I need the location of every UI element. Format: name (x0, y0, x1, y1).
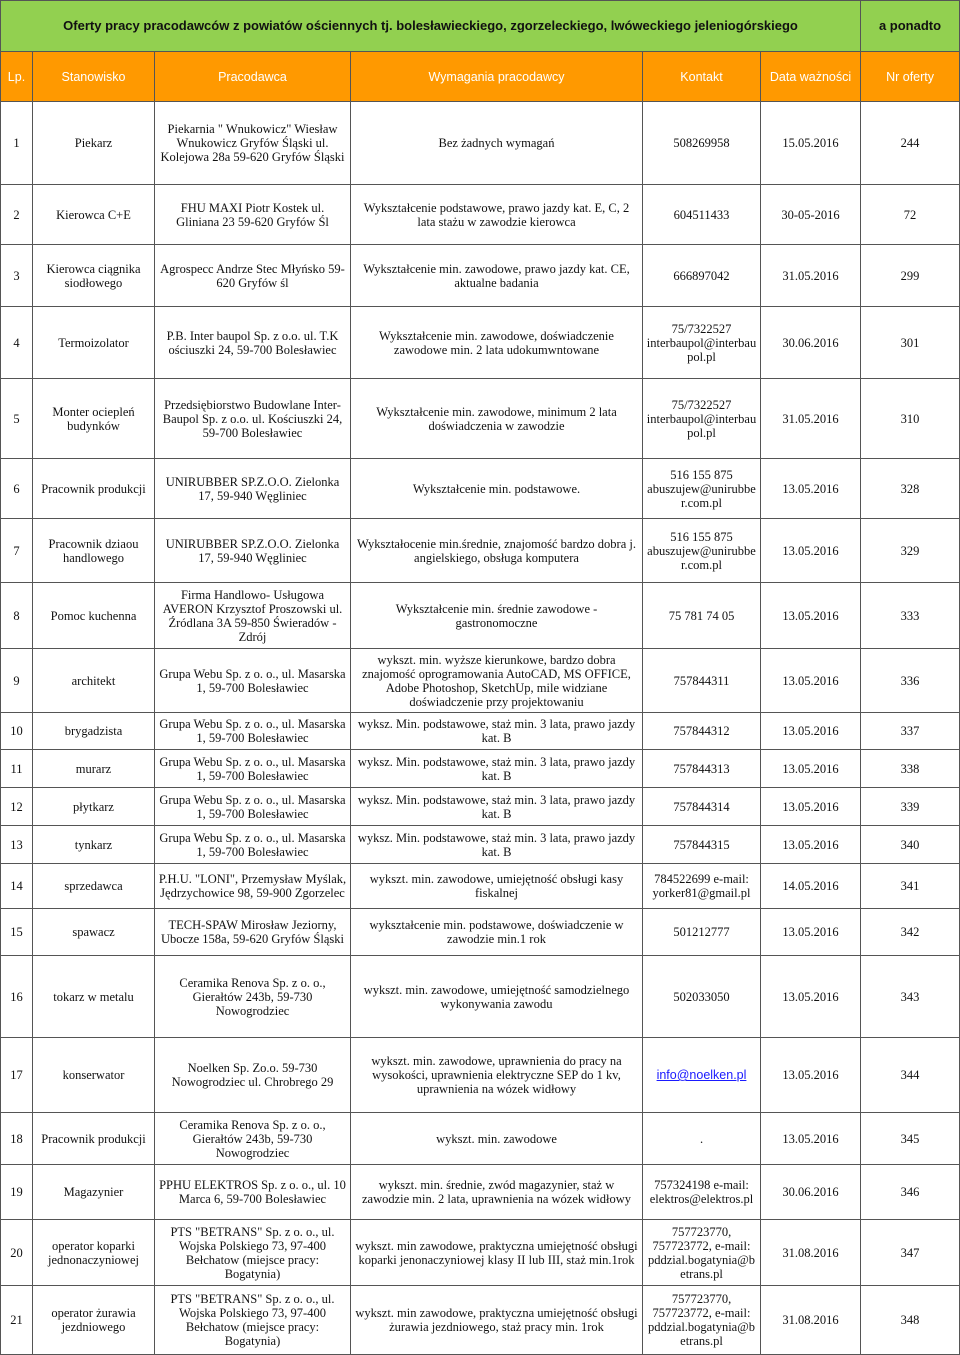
expiry-date-cell: 13.05.2016 (761, 713, 861, 750)
offer-number-cell: 337 (861, 713, 960, 750)
table-row (1, 1286, 960, 1355)
position-cell: operator koparki jednonaczyniowej (33, 1220, 155, 1286)
row-number: 17 (1, 1038, 33, 1113)
position-cell: Monter ociepleń budynków (33, 379, 155, 459)
contact-cell: 508269958 (643, 102, 761, 185)
employer-cell: TECH-SPAW Mirosław Jeziorny, Ubocze 158a, 59-620 Gryfów Śląski (155, 909, 351, 956)
offer-number-cell: 345 (861, 1113, 960, 1165)
table-row (1, 909, 960, 956)
row-number: 19 (1, 1165, 33, 1220)
email-link[interactable]: info@noelken.pl (656, 1068, 747, 1082)
offer-number-cell: 344 (861, 1038, 960, 1113)
requirements-cell: wykszt. min. wyższe kierunkowe, bardzo dobra znajomość oprogramowania AutoCAD, MS OFFICE, Adobe Photoshop, SketchUp, mile widziane doświadczenie przy projektowaniu (351, 649, 643, 713)
position-cell: Pomoc kuchenna (33, 583, 155, 649)
position-cell: operator żurawia jezdniowego (33, 1286, 155, 1355)
position-cell: Magazynier (33, 1165, 155, 1220)
sheet-title: Oferty pracy pracodawców z powiatów ościennych tj. bolesławieckiego, zgorzeleckiego, lwóweckiego jeleniogórskiego (1, 1, 861, 52)
position-cell: Pracownik produkcji (33, 459, 155, 519)
table-row (1, 1113, 960, 1165)
offer-number-cell: 342 (861, 909, 960, 956)
contact-cell (643, 1038, 761, 1113)
col-header-pracodawca: Pracodawca (155, 52, 351, 102)
contact-cell: 757844313 (643, 750, 761, 788)
expiry-date-cell: 13.05.2016 (761, 956, 861, 1038)
contact-cell: 516 155 875 abuszujew@unirubbe r.com.pl (643, 519, 761, 583)
requirements-cell: wykszt. min. zawodowe (351, 1113, 643, 1165)
row-number: 21 (1, 1286, 33, 1355)
row-number: 10 (1, 713, 33, 750)
requirements-cell: Bez żadnych wymagań (351, 102, 643, 185)
contact-cell: 666897042 (643, 245, 761, 307)
expiry-date-cell: 14.05.2016 (761, 864, 861, 909)
employer-cell: PPHU ELEKTROS Sp. z o. o., ul. 10 Marca 6, 59-700 Bolesławiec (155, 1165, 351, 1220)
table-row (1, 1220, 960, 1286)
row-number: 16 (1, 956, 33, 1038)
employer-cell: Grupa Webu Sp. z o. o., ul. Masarska 1, 59-700 Bolesławiec (155, 750, 351, 788)
position-cell: płytkarz (33, 788, 155, 826)
contact-cell: 501212777 (643, 909, 761, 956)
requirements-cell: wyksz. Min. podstawowe, staż min. 3 lata, prawo jazdy kat. B (351, 788, 643, 826)
contact-cell: . (643, 1113, 761, 1165)
row-number: 5 (1, 379, 33, 459)
position-cell: brygadzista (33, 713, 155, 750)
offer-number-cell: 340 (861, 826, 960, 864)
employer-cell: Grupa Webu Sp. z o. o., ul. Masarska 1, 59-700 Bolesławiec (155, 826, 351, 864)
table-row (1, 649, 960, 713)
table-row (1, 788, 960, 826)
contact-cell: 784522699 e-mail: yorker81@gmail.pl (643, 864, 761, 909)
employer-cell: Grupa Webu Sp. z o. o., ul. Masarska 1, 59-700 Bolesławiec (155, 713, 351, 750)
position-cell: Piekarz (33, 102, 155, 185)
requirements-cell: Wykształcenie min. zawodowe, minimum 2 lata doświadczenia w zawodzie (351, 379, 643, 459)
col-header-kontakt: Kontakt (643, 52, 761, 102)
table-row (1, 713, 960, 750)
table-row (1, 826, 960, 864)
requirements-cell: wykształcenie min. podstawowe, doświadczenie w zawodzie min.1 rok (351, 909, 643, 956)
expiry-date-cell: 13.05.2016 (761, 649, 861, 713)
offer-number-cell: 310 (861, 379, 960, 459)
expiry-date-cell: 13.05.2016 (761, 1038, 861, 1113)
position-cell: sprzedawca (33, 864, 155, 909)
row-number: 20 (1, 1220, 33, 1286)
offer-number-cell: 244 (861, 102, 960, 185)
row-number: 11 (1, 750, 33, 788)
contact-cell: 516 155 875 abuszujew@unirubbe r.com.pl (643, 459, 761, 519)
requirements-cell: Wykształocenie min.średnie, znajomość bardzo dobra j. angielskiego, obsługa komputera (351, 519, 643, 583)
row-number: 18 (1, 1113, 33, 1165)
requirements-cell: wykszt. min zawodowe, praktyczna umiejętność obsługi żurawia jezdniowego, staż pracy min. 1rok (351, 1286, 643, 1355)
table-row (1, 864, 960, 909)
employer-cell: Grupa Webu Sp. z o. o., ul. Masarska 1, 59-700 Bolesławiec (155, 788, 351, 826)
position-cell: Pracownik produkcji (33, 1113, 155, 1165)
position-cell: tokarz w metalu (33, 956, 155, 1038)
offer-number-cell: 299 (861, 245, 960, 307)
contact-cell: 757723770, 757723772, e-mail: pddzial.bogatynia@b etrans.pl (643, 1286, 761, 1355)
row-number: 1 (1, 102, 33, 185)
table-row (1, 459, 960, 519)
offer-number-cell: 348 (861, 1286, 960, 1355)
offer-number-cell: 341 (861, 864, 960, 909)
position-cell: Kierowca ciągnika siodłowego (33, 245, 155, 307)
position-cell: Kierowca C+E (33, 185, 155, 245)
expiry-date-cell: 13.05.2016 (761, 459, 861, 519)
row-number: 3 (1, 245, 33, 307)
requirements-cell: wykszt. min. zawodowe, uprawnienia do pracy na wysokości, uprawnienia elektryczne SEP do 1 kv, uprawnienia na wózek widłowy (351, 1038, 643, 1113)
table-row (1, 102, 960, 185)
row-number: 6 (1, 459, 33, 519)
expiry-date-cell: 30.06.2016 (761, 307, 861, 379)
col-header-stanowisko: Stanowisko (33, 52, 155, 102)
row-number: 15 (1, 909, 33, 956)
employer-cell: PTS "BETRANS" Sp. z o. o., ul. Wojska Polskiego 73, 97-400 Bełchatow (miejsce pracy: Bogatynia) (155, 1220, 351, 1286)
requirements-cell: Wykształcenie podstawowe, prawo jazdy kat. E, C, 2 lata stażu w zawodzie kierowca (351, 185, 643, 245)
row-number: 13 (1, 826, 33, 864)
contact-cell: 757844311 (643, 649, 761, 713)
employer-cell: FHU MAXI Piotr Kostek ul. Gliniana 23 59-620 Gryfów Śl (155, 185, 351, 245)
contact-cell: 75/7322527 interbaupol@interbau pol.pl (643, 307, 761, 379)
employer-cell: Przedsiębiorstwo Budowlane Inter-Baupol Sp. z o.o. ul. Kościuszki 24, 59-700 Bolesławiec (155, 379, 351, 459)
table-row (1, 185, 960, 245)
contact-cell: 75 781 74 05 (643, 583, 761, 649)
offer-number-cell: 72 (861, 185, 960, 245)
position-cell: konserwator (33, 1038, 155, 1113)
table-row (1, 750, 960, 788)
offer-number-cell: 338 (861, 750, 960, 788)
row-number: 9 (1, 649, 33, 713)
position-cell: Pracownik dziaou handlowego (33, 519, 155, 583)
expiry-date-cell: 31.05.2016 (761, 379, 861, 459)
row-number: 7 (1, 519, 33, 583)
employer-cell: UNIRUBBER SP.Z.O.O. Zielonka 17, 59-940 Węgliniec (155, 459, 351, 519)
expiry-date-cell: 13.05.2016 (761, 583, 861, 649)
position-cell: Termoizolator (33, 307, 155, 379)
position-cell: tynkarz (33, 826, 155, 864)
employer-cell: Ceramika Renova Sp. z o. o., Gierałtów 243b, 59-730 Nowogrodziec (155, 1113, 351, 1165)
contact-cell: 757844315 (643, 826, 761, 864)
header-row (1, 52, 960, 102)
expiry-date-cell: 31.08.2016 (761, 1220, 861, 1286)
requirements-cell: Wykształcenie min. średnie zawodowe - gastronomoczne (351, 583, 643, 649)
col-header-data: Data ważności (761, 52, 861, 102)
employer-cell: Agrospecc Andrze Stec Młyńsko 59-620 Gryfów śl (155, 245, 351, 307)
employer-cell: Ceramika Renova Sp. z o. o., Gierałtów 243b, 59-730 Nowogrodziec (155, 956, 351, 1038)
requirements-cell: Wykształcenie min. zawodowe, doświadczenie zawodowe min. 2 lata udokumwntowane (351, 307, 643, 379)
offer-number-cell: 347 (861, 1220, 960, 1286)
contact-cell: 757844312 (643, 713, 761, 750)
employer-cell: PTS "BETRANS" Sp. z o. o., ul. Wojska Polskiego 73, 97-400 Bełchatow (miejsce pracy: Bogatynia) (155, 1286, 351, 1355)
table-row (1, 956, 960, 1038)
table-row (1, 519, 960, 583)
expiry-date-cell: 30.06.2016 (761, 1165, 861, 1220)
expiry-date-cell: 30-05-2016 (761, 185, 861, 245)
employer-cell: UNIRUBBER SP.Z.O.O. Zielonka 17, 59-940 Węgliniec (155, 519, 351, 583)
employer-cell: P.B. Inter baupol Sp. z o.o. ul. T.K ościuszki 24, 59-700 Bolesławiec (155, 307, 351, 379)
employer-cell: Grupa Webu Sp. z o. o., ul. Masarska 1, 59-700 Bolesławiec (155, 649, 351, 713)
expiry-date-cell: 31.08.2016 (761, 1286, 861, 1355)
contact-cell: 604511433 (643, 185, 761, 245)
employer-cell: Firma Handlowo- Usługowa AVERON Krzysztof Proszowski ul. Źródlana 3A 59-850 Świeradów - Zdrój (155, 583, 351, 649)
table-row (1, 583, 960, 649)
employer-cell: P.H.U. "LONI", Przemysław Myślak, Jędrzychowice 98, 59-900 Zgorzelec (155, 864, 351, 909)
expiry-date-cell: 31.05.2016 (761, 245, 861, 307)
requirements-cell: wyksz. Min. podstawowe, staż min. 3 lata, prawo jazdy kat. B (351, 826, 643, 864)
table-row (1, 1038, 960, 1113)
offer-number-cell: 336 (861, 649, 960, 713)
requirements-cell: wykszt. min. średnie, zwód magazynier, staż w zawodzie min. 2 lata, uprawnienia na wózek widłowy (351, 1165, 643, 1220)
contact-cell: 757324198 e-mail: elektros@elektros.pl (643, 1165, 761, 1220)
requirements-cell: wyksz. Min. podstawowe, staż min. 3 lata, prawo jazdy kat. B (351, 750, 643, 788)
expiry-date-cell: 15.05.2016 (761, 102, 861, 185)
expiry-date-cell: 13.05.2016 (761, 826, 861, 864)
employer-cell: Piekarnia " Wnukowicz" Wiesław Wnukowicz Gryfów Śląski ul. Kolejowa 28a 59-620 Gryfów Śląski (155, 102, 351, 185)
expiry-date-cell: 13.05.2016 (761, 519, 861, 583)
contact-cell: 757844314 (643, 788, 761, 826)
offer-number-cell: 328 (861, 459, 960, 519)
position-cell: spawacz (33, 909, 155, 956)
requirements-cell: Wykształcenie min. podstawowe. (351, 459, 643, 519)
row-number: 14 (1, 864, 33, 909)
expiry-date-cell: 13.05.2016 (761, 788, 861, 826)
offer-number-cell: 339 (861, 788, 960, 826)
requirements-cell: wyksz. Min. podstawowe, staż min. 3 lata, prawo jazdy kat. B (351, 713, 643, 750)
table-row (1, 379, 960, 459)
contact-cell: 757723770, 757723772, e-mail: pddzial.bogatynia@b etrans.pl (643, 1220, 761, 1286)
title-row (1, 1, 960, 52)
sheet-title-side: a ponadto (861, 1, 960, 52)
offer-number-cell: 301 (861, 307, 960, 379)
expiry-date-cell: 13.05.2016 (761, 1113, 861, 1165)
employer-cell: Noelken Sp. Zo.o. 59-730 Nowogrodziec ul. Chrobrego 29 (155, 1038, 351, 1113)
row-number: 12 (1, 788, 33, 826)
contact-cell: 75/7322527 interbaupol@interbau pol.pl (643, 379, 761, 459)
col-header-wymagania: Wymagania pracodawcy (351, 52, 643, 102)
row-number: 8 (1, 583, 33, 649)
requirements-cell: wykszt. min. zawodowe, umiejętność samodzielnego wykonywania zawodu (351, 956, 643, 1038)
offer-number-cell: 329 (861, 519, 960, 583)
col-header-lp: Lp. (1, 52, 33, 102)
row-number: 2 (1, 185, 33, 245)
table-row (1, 245, 960, 307)
position-cell: architekt (33, 649, 155, 713)
table-row (1, 307, 960, 379)
offer-number-cell: 343 (861, 956, 960, 1038)
col-header-nr: Nr oferty (861, 52, 960, 102)
expiry-date-cell: 13.05.2016 (761, 750, 861, 788)
requirements-cell: wykszt. min zawodowe, praktyczna umiejętność obsługi koparki jenonaczyniowej klasy II lub III, staż min.1rok (351, 1220, 643, 1286)
expiry-date-cell: 13.05.2016 (761, 909, 861, 956)
offer-number-cell: 346 (861, 1165, 960, 1220)
table-row (1, 1165, 960, 1220)
position-cell: murarz (33, 750, 155, 788)
contact-cell: 502033050 (643, 956, 761, 1038)
offer-number-cell: 333 (861, 583, 960, 649)
row-number: 4 (1, 307, 33, 379)
requirements-cell: Wykształcenie min. zawodowe, prawo jazdy kat. CE, aktualne badania (351, 245, 643, 307)
requirements-cell: wykszt. min. zawodowe, umiejętność obsługi kasy fiskalnej (351, 864, 643, 909)
